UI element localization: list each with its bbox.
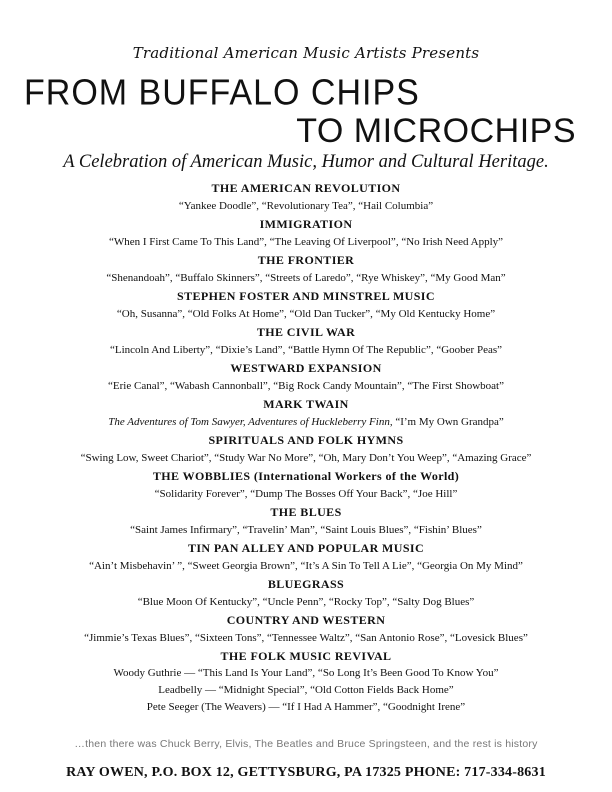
section-stephen-foster <box>0 287 612 323</box>
section-songs: Pete Seeger (The Weavers) — “If I Had A Hammer”, “Goodnight Irene” <box>146 701 466 713</box>
section-title: THE BLUES <box>270 505 342 519</box>
section-country-western <box>0 611 612 647</box>
section-american-revolution <box>0 179 612 215</box>
section-folk-revival <box>0 647 612 716</box>
section-title: THE FOLK MUSIC REVIVAL <box>220 649 392 663</box>
section-title: THE WOBBLIES (International Workers of the World) <box>152 469 460 483</box>
title-line-2: TO MICROCHIPS <box>296 112 576 150</box>
section-bluegrass <box>0 575 612 611</box>
song-titles: “I’m My Own Grandpa” <box>392 416 504 428</box>
section-title: SPIRITUALS AND FOLK HYMNS <box>208 433 404 447</box>
section-songs: “When I First Came To This Land”, “The Leaving Of Liverpool”, “No Irish Need Apply” <box>108 236 504 248</box>
title-line-1: FROM BUFFALO CHIPS <box>24 73 420 113</box>
section-songs: “Swing Low, Sweet Chariot”, “Study War No More”, “Oh, Mary Don’t You Weep”, “Amazing Grace” <box>80 452 532 464</box>
footer-note: …then there was Chuck Berry, Elvis, The Beatles and Bruce Springsteen, and the rest is history <box>74 738 538 750</box>
section-songs: Leadbelly — “Midnight Special”, “Old Cotton Fields Back Home” <box>158 684 454 696</box>
section-spirituals <box>0 431 612 467</box>
section-songs: Woody Guthrie — “This Land Is Your Land”, “So Long It’s Been Good To Know You” <box>113 667 499 679</box>
section-songs: “Shenandoah”, “Buffalo Skinners”, “Streets of Laredo”, “Rye Whiskey”, “My Good Man” <box>106 272 506 284</box>
section-title: BLUEGRASS <box>267 577 345 591</box>
section-songs: “Solidarity Forever”, “Dump The Bosses Off Your Back”, “Joe Hill” <box>154 488 458 500</box>
section-title: MARK TWAIN <box>263 397 349 411</box>
section-songs: “Oh, Susanna”, “Old Folks At Home”, “Old Dan Tucker”, “My Old Kentucky Home” <box>116 308 496 320</box>
section-tin-pan-alley <box>0 539 612 575</box>
section-title: THE CIVIL WAR <box>256 325 356 339</box>
book-titles: The Adventures of Tom Sawyer, Adventures of Huckleberry Finn, <box>108 416 393 428</box>
section-blues <box>0 503 612 539</box>
section-title: THE AMERICAN REVOLUTION <box>211 181 401 195</box>
section-songs: “Jimmie’s Texas Blues”, “Sixteen Tons”, “Tennessee Waltz”, “San Antonio Rose”, “Lovesick Blues” <box>84 632 528 644</box>
section-mark-twain <box>0 395 612 431</box>
section-title: STEPHEN FOSTER AND MINSTREL MUSIC <box>177 289 435 303</box>
subtitle: A Celebration of American Music, Humor and Cultural Heritage. <box>63 152 549 172</box>
contact-info: RAY OWEN, P.O. BOX 12, GETTYSBURG, PA 17325 PHONE: 717-334-8631 <box>66 765 546 780</box>
section-songs: “Ain’t Misbehavin’ ”, “Sweet Georgia Brown”, “It’s A Sin To Tell A Lie”, “Georgia On My Mind” <box>89 560 523 572</box>
section-songs: “Saint James Infirmary”, “Travelin’ Man”, “Saint Louis Blues”, “Fishin’ Blues” <box>130 524 482 536</box>
presenter-line: Traditional American Music Artists Presents <box>132 44 480 62</box>
section-title: COUNTRY AND WESTERN <box>226 613 386 627</box>
program-list <box>0 179 612 716</box>
section-title: IMMIGRATION <box>259 217 353 231</box>
section-songs: “Lincoln And Liberty”, “Dixie’s Land”, “Battle Hymn Of The Republic”, “Goober Peas” <box>109 344 502 356</box>
section-title: THE FRONTIER <box>257 253 355 267</box>
section-frontier <box>0 251 612 287</box>
section-wobblies <box>0 467 612 503</box>
section-title: TIN PAN ALLEY AND POPULAR MUSIC <box>187 541 425 555</box>
section-songs: “Erie Canal”, “Wabash Cannonball”, “Big Rock Candy Mountain”, “The First Showboat” <box>108 380 504 392</box>
section-title: WESTWARD EXPANSION <box>230 361 382 375</box>
section-songs <box>0 413 612 431</box>
section-civil-war <box>0 323 612 359</box>
section-westward-expansion <box>0 359 612 395</box>
section-songs: “Yankee Doodle”, “Revolutionary Tea”, “Hail Columbia” <box>178 200 434 212</box>
section-immigration <box>0 215 612 251</box>
section-songs: “Blue Moon Of Kentucky”, “Uncle Penn”, “Rocky Top”, “Salty Dog Blues” <box>137 596 475 608</box>
